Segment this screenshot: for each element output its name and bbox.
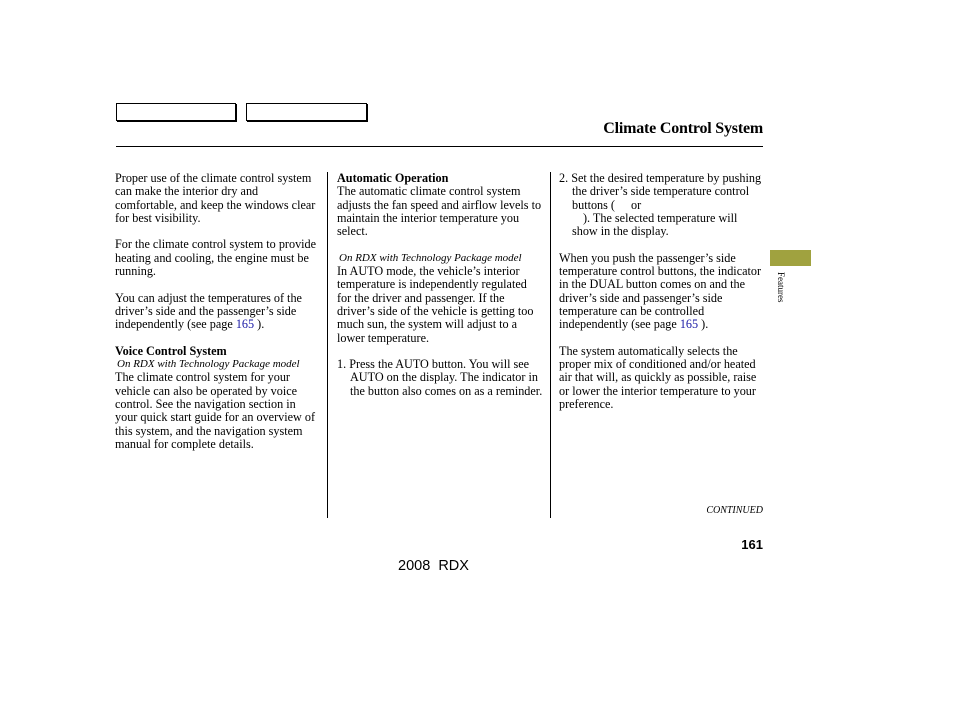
page-link[interactable]: 165 — [679, 317, 699, 332]
step-1: 1. Press the AUTO button. You will see AUTO on the display. The indicator in the button also comes on as a reminder. — [337, 357, 543, 398]
continued-note: CONTINUED — [706, 505, 763, 516]
paragraph: For the climate control system to provide heating and cooling, the engine must be running. — [115, 237, 317, 279]
model-note: On RDX with Technology Package model — [117, 358, 300, 371]
section-tab — [770, 250, 811, 266]
paragraph-text: When you push the passenger’s side temperature control buttons, the indicator in the DUAL button comes on and the driver’s side and passenger’s side temperature can be controlled independently (see page — [559, 250, 762, 332]
nav-button-contents[interactable] — [116, 103, 236, 121]
step-text: or — [631, 197, 642, 212]
paragraph-text: You can adjust the temperatures of the driver’s side and the passenger’s side independently (see page — [115, 290, 302, 332]
page-link[interactable]: 165 — [235, 317, 255, 332]
model-footer: 2008 RDX — [398, 558, 469, 574]
paragraph — [115, 292, 321, 332]
column-1 — [115, 172, 321, 465]
paragraph: In AUTO mode, the vehicle’s interior temperature is independently regulated for the driver and passenger. If the driver’s side of the vehicle is getting too much sun, the system will adjust to a lower temperature. — [337, 264, 534, 345]
section-heading: Automatic Operation — [337, 171, 449, 185]
paragraph: The automatic climate control system adjusts the fan speed and airflow levels to maintain the interior temperature you select. — [337, 184, 542, 239]
column-2 — [337, 172, 543, 411]
paragraph — [559, 252, 764, 332]
section-tab-label: Features — [776, 272, 786, 303]
paragraph: The system automatically selects the proper mix of conditioned and/or heated air that will, as quickly as possible, raise or lower the interior temperature to your preference. — [559, 343, 757, 412]
step-2 — [559, 172, 764, 238]
step-text: ). The selected temperature will show in the display. — [572, 210, 738, 239]
column-divider — [327, 172, 328, 518]
paragraph: The climate control system for your vehicle can also be operated by voice control. See the navigation section in your quick start guide for an overview of this system, and the navigation system manual for complete details. — [115, 370, 316, 451]
section-heading: Voice Control System — [115, 343, 227, 358]
page-title: Climate Control System — [603, 120, 763, 137]
paragraph-text: ). — [698, 317, 709, 332]
model-note: On RDX with Technology Package model — [339, 251, 522, 264]
nav-button-index[interactable] — [246, 103, 367, 121]
paragraph-text: ). — [254, 317, 265, 332]
step-text: 2. Set the desired temperature by pushing the driver’s side temperature control buttons ( — [559, 171, 762, 212]
paragraph: Proper use of the climate control system can make the interior dry and comfortable, and keep the windows clear for best visibility. — [115, 171, 316, 225]
title-rule — [116, 146, 763, 147]
column-divider — [550, 172, 551, 518]
page-number: 161 — [741, 537, 763, 552]
column-3 — [559, 172, 764, 425]
